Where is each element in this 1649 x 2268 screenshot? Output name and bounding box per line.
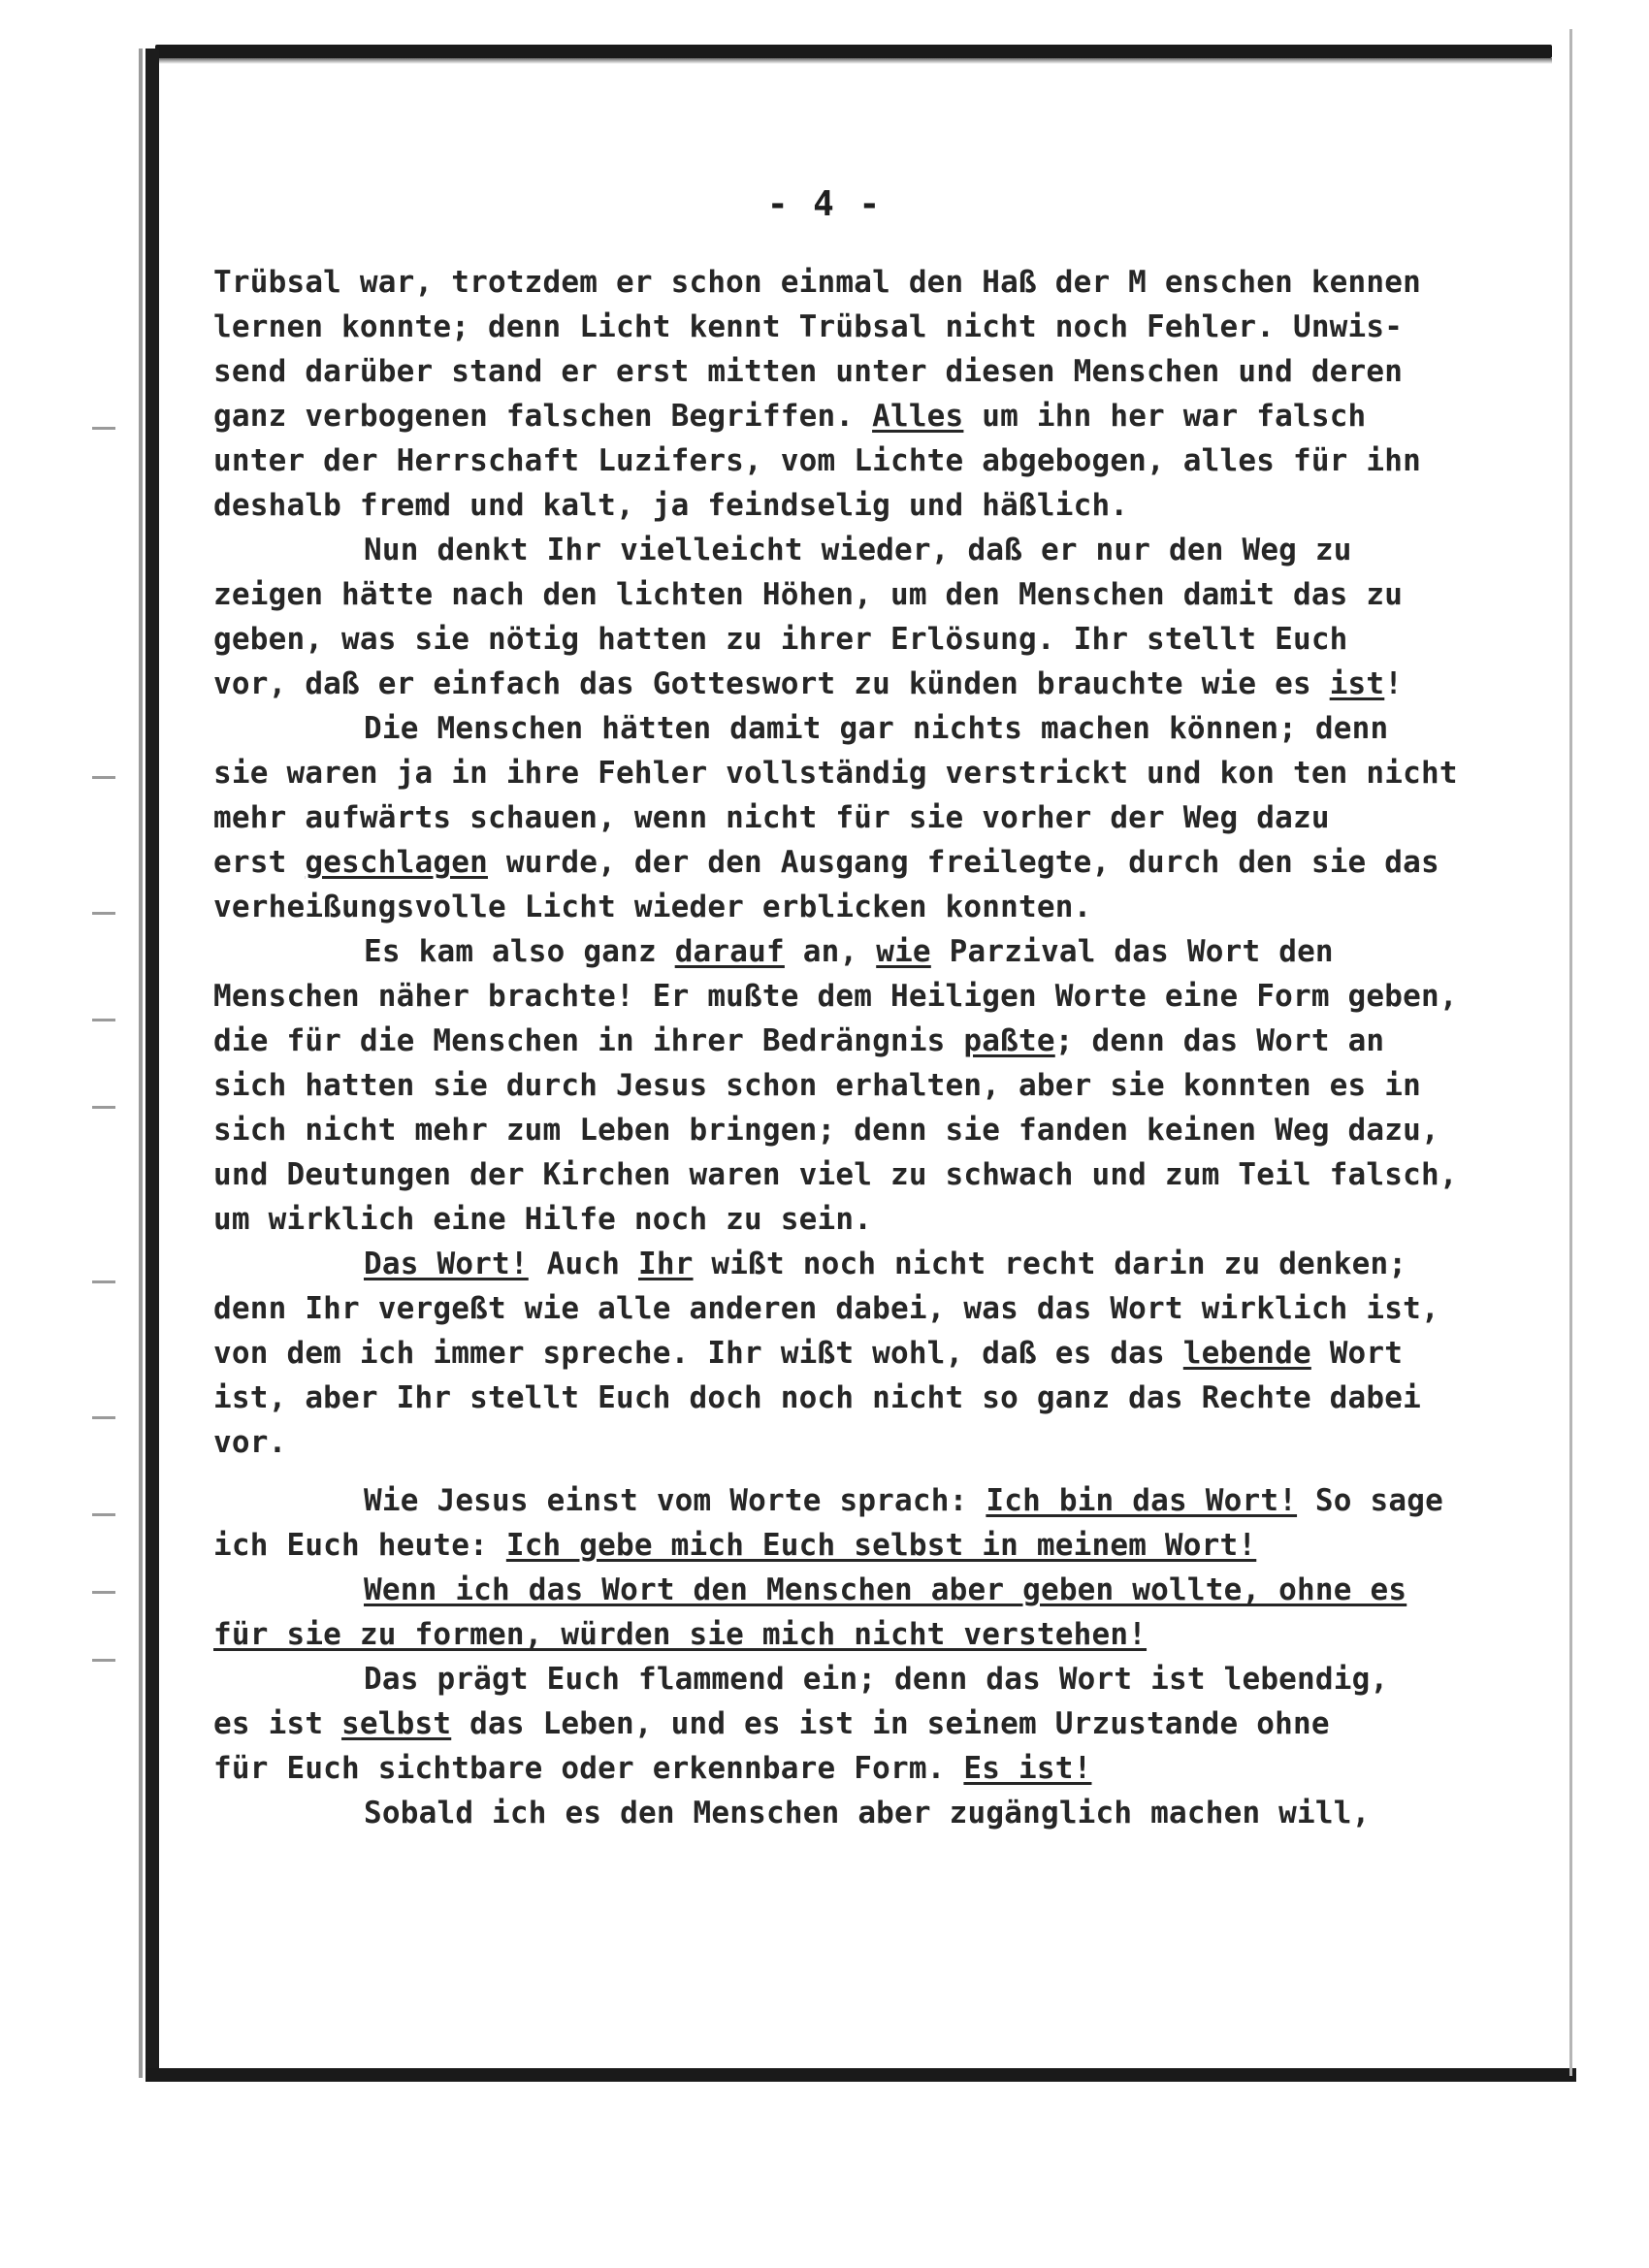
underlined-text: geschlagen xyxy=(305,845,488,880)
document-body xyxy=(213,260,1513,1835)
text-line xyxy=(213,1701,1513,1746)
text-line xyxy=(213,929,1513,974)
text-line xyxy=(213,1108,1513,1152)
underlined-text: lebende xyxy=(1182,1336,1311,1371)
scan-border-left xyxy=(146,49,159,2078)
text-line xyxy=(213,1063,1513,1108)
text-line xyxy=(213,1331,1513,1376)
text-run: Trübsal war, trotzdem er schon einmal den Haß der M enschen kennen xyxy=(213,265,1421,300)
underlined-text: Alles xyxy=(872,399,964,434)
text-run: an, xyxy=(784,934,877,969)
underlined-text: Ich bin das Wort! xyxy=(986,1483,1298,1518)
text-line xyxy=(213,260,1513,305)
underlined-text: Wenn ich das Wort den Menschen aber geben wollte, ohne es xyxy=(364,1572,1407,1607)
text-run: vor, daß er einfach das Gotteswort zu künden brauchte wie es xyxy=(213,666,1330,701)
underlined-text: wie xyxy=(876,934,931,969)
underlined-text: ist xyxy=(1329,666,1385,701)
text-run: es ist xyxy=(213,1706,342,1741)
text-run: sich nicht mehr zum Leben bringen; denn sie fanden keinen Weg dazu, xyxy=(213,1113,1439,1148)
text-line xyxy=(213,885,1513,929)
text-line xyxy=(213,795,1513,840)
text-run: ; denn das Wort an xyxy=(1054,1023,1385,1058)
text-run: Sobald ich es den Menschen aber zugänglich machen will, xyxy=(364,1796,1371,1831)
text-run: Wort xyxy=(1310,1336,1404,1371)
text-run: wißt noch nicht recht darin zu denken; xyxy=(693,1247,1407,1281)
text-line xyxy=(213,1019,1513,1063)
text-run: Wie Jesus einst vom Worte sprach: xyxy=(364,1483,986,1518)
underlined-text: Es ist! xyxy=(963,1751,1092,1786)
text-line xyxy=(213,1420,1513,1465)
scan-border-right xyxy=(1569,29,1572,2076)
text-run: denn Ihr vergeßt wie alle anderen dabei, was das Wort wirklich ist, xyxy=(213,1291,1439,1326)
scan-border-bottom xyxy=(146,2068,1576,2082)
underlined-text: selbst xyxy=(341,1706,452,1741)
text-run: Nun denkt Ihr vielleicht wieder, daß er nur den Weg zu xyxy=(364,533,1352,567)
text-line xyxy=(213,1791,1513,1835)
page-number: - 4 - xyxy=(766,184,883,224)
text-run: Es kam also ganz xyxy=(364,934,675,969)
text-line xyxy=(213,1746,1513,1791)
text-line xyxy=(213,572,1513,617)
text-run: ich Euch heute: xyxy=(213,1528,506,1563)
text-line xyxy=(213,751,1513,795)
text-run: ! xyxy=(1384,666,1404,701)
text-run: um wirklich eine Hilfe noch zu sein. xyxy=(213,1202,873,1237)
text-line xyxy=(213,840,1513,885)
text-run: sie waren ja in ihre Fehler vollständig verstrickt und kon ten nicht xyxy=(213,756,1458,791)
text-line xyxy=(213,528,1513,572)
text-run: geben, was sie nötig hatten zu ihrer Erlösung. Ihr stellt Euch xyxy=(213,622,1348,657)
text-line xyxy=(213,349,1513,394)
scan-border-left-edge xyxy=(139,49,143,2078)
text-run: von dem ich immer spreche. Ihr wißt wohl, daß es das xyxy=(213,1336,1183,1371)
text-run: send darüber stand er erst mitten unter diesen Menschen und deren xyxy=(213,354,1404,389)
text-line xyxy=(213,706,1513,751)
text-run: für Euch sichtbare oder erkennbare Form. xyxy=(213,1751,964,1786)
text-run: mehr aufwärts schauen, wenn nicht für sie vorher der Weg dazu xyxy=(213,800,1330,835)
text-line xyxy=(213,483,1513,528)
underlined-text: paßte xyxy=(963,1023,1055,1058)
underlined-text: darauf xyxy=(674,934,785,969)
underlined-text: Ihr xyxy=(637,1247,694,1281)
text-line xyxy=(213,1612,1513,1657)
text-run: Das prägt Euch flammend ein; denn das Wort ist lebendig, xyxy=(364,1662,1389,1697)
text-line xyxy=(213,974,1513,1019)
text-line xyxy=(213,1242,1513,1286)
text-line xyxy=(213,1286,1513,1331)
text-run: erst xyxy=(213,845,306,880)
text-run: Parzival das Wort den xyxy=(930,934,1334,969)
text-run: um ihn her war falsch xyxy=(963,399,1367,434)
underlined-text: Ich gebe mich Euch selbst in meinem Wort! xyxy=(505,1528,1257,1563)
text-line xyxy=(213,1523,1513,1568)
text-run: So sage xyxy=(1297,1483,1443,1518)
text-line xyxy=(213,617,1513,662)
text-line xyxy=(213,662,1513,706)
text-line xyxy=(213,1568,1513,1612)
text-run: Menschen näher brachte! Er mußte dem Heiligen Worte eine Form geben, xyxy=(213,979,1458,1014)
text-run: zeigen hätte nach den lichten Höhen, um den Menschen damit das zu xyxy=(213,577,1404,612)
text-line xyxy=(213,1478,1513,1523)
text-run: lernen konnte; denn Licht kennt Trübsal nicht noch Fehler. Unwis- xyxy=(213,309,1404,344)
scan-border-top xyxy=(155,45,1552,58)
text-line xyxy=(213,394,1513,438)
scan-border-top-shadow xyxy=(155,58,1552,64)
text-run: verheißungsvolle Licht wieder erblicken konnten. xyxy=(213,890,1092,924)
text-line xyxy=(213,305,1513,349)
text-line xyxy=(213,1376,1513,1420)
text-line xyxy=(213,438,1513,483)
text-run: vor. xyxy=(213,1425,287,1460)
margin-noise-marks xyxy=(92,58,121,2076)
text-run: Die Menschen hätten damit gar nichts machen können; denn xyxy=(364,711,1389,746)
text-run: ist, aber Ihr stellt Euch doch noch nicht so ganz das Rechte dabei xyxy=(213,1380,1421,1415)
text-run: sich hatten sie durch Jesus schon erhalten, aber sie konnten es in xyxy=(213,1068,1421,1103)
text-line xyxy=(213,1197,1513,1242)
text-run: deshalb fremd und kalt, ja feindselig und häßlich. xyxy=(213,488,1129,523)
text-run: ganz verbogenen falschen Begriffen. xyxy=(213,399,873,434)
text-run: Auch xyxy=(528,1247,638,1281)
underlined-text: für sie zu formen, würden sie mich nicht verstehen! xyxy=(213,1617,1148,1652)
text-line xyxy=(213,1657,1513,1701)
underlined-text: Das Wort! xyxy=(364,1247,529,1281)
text-run: unter der Herrschaft Luzifers, vom Lichte abgebogen, alles für ihn xyxy=(213,443,1421,478)
text-run: die für die Menschen in ihrer Bedrängnis xyxy=(213,1023,964,1058)
text-run: das Leben, und es ist in seinem Urzustande ohne xyxy=(451,1706,1330,1741)
text-run: wurde, der den Ausgang freilegte, durch den sie das xyxy=(487,845,1439,880)
text-run: und Deutungen der Kirchen waren viel zu schwach und zum Teil falsch, xyxy=(213,1157,1458,1192)
text-line xyxy=(213,1152,1513,1197)
